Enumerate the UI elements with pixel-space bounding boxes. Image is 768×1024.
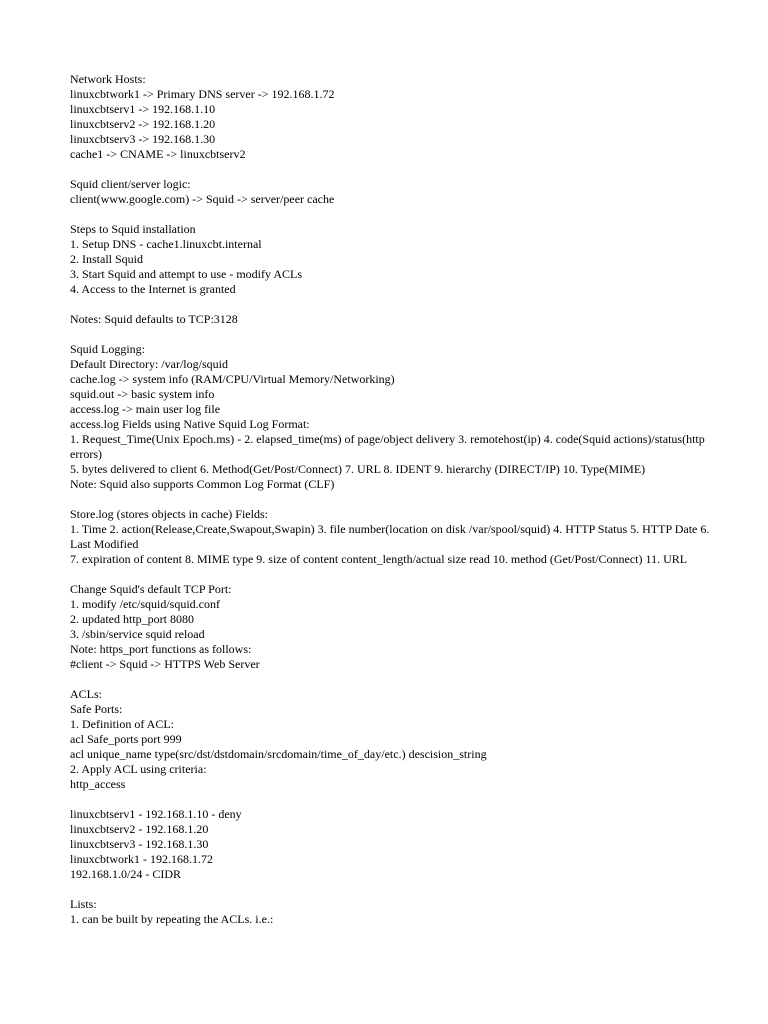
text-line: linuxcbtserv3 - 192.168.1.30 [70, 837, 209, 851]
text-line: linuxcbtserv2 -> 192.168.1.20 [70, 117, 216, 131]
text-line: 4. Access to the Internet is granted [70, 282, 236, 296]
text-line: 5. bytes delivered to client 6. Method(Get/Post/Connect) 7. URL 8. IDENT 9. hierarchy (DIRECT/IP) 10. Type(MIME) [70, 462, 646, 476]
text-line: 2. updated http_port 8080 [70, 612, 194, 626]
document-page [70, 72, 710, 942]
section-lists [70, 897, 710, 927]
section-heading: ACLs: [70, 687, 103, 701]
text-line: access.log Fields using Native Squid Log Format: [70, 417, 310, 431]
text-line: 1. modify /etc/squid/squid.conf [70, 597, 220, 611]
text-line: Note: Squid also supports Common Log Format (CLF) [70, 477, 335, 491]
text-line: acl Safe_ports port 999 [70, 732, 182, 746]
text-line: #client -> Squid -> HTTPS Web Server [70, 657, 260, 671]
text-line: cache1 -> CNAME -> linuxcbtserv2 [70, 147, 246, 161]
text-line: client(www.google.com) -> Squid -> server/peer cache [70, 192, 335, 206]
text-line: 1. Time 2. action(Release,Create,Swapout,Swapin) 3. file number(location on disk /var/spool/squid) 4. HTTP Status 5. HTTP Date 6. Last Modified [70, 522, 710, 551]
text-line: linuxcbtserv1 - 192.168.1.10 - deny [70, 807, 242, 821]
text-line: cache.log -> system info (RAM/CPU/Virtual Memory/Networking) [70, 372, 395, 386]
section-heading: Lists: [70, 897, 97, 911]
text-line: linuxcbtwork1 -> Primary DNS server -> 192.168.1.72 [70, 87, 335, 101]
section-store-log [70, 507, 710, 567]
text-line: 1. can be built by repeating the ACLs. i.e.: [70, 912, 274, 926]
text-line: 2. Install Squid [70, 252, 144, 266]
text-line: acl unique_name type(src/dst/dstdomain/srcdomain/time_of_day/etc.) descision_string [70, 747, 487, 761]
section-squid-logic [70, 177, 710, 207]
text-line: linuxcbtserv2 - 192.168.1.20 [70, 822, 209, 836]
text-line: 3. /sbin/service squid reload [70, 627, 205, 641]
section-heading: Store.log (stores objects in cache) Fields: [70, 507, 268, 521]
text-line: 192.168.1.0/24 - CIDR [70, 867, 181, 881]
text-line: 7. expiration of content 8. MIME type 9. size of content content_length/actual size read 10. method (Get/Post/Connect) 11. URL [70, 552, 688, 566]
section-heading: Steps to Squid installation [70, 222, 196, 236]
text-line: linuxcbtserv3 -> 192.168.1.30 [70, 132, 216, 146]
text-line: 1. Request_Time(Unix Epoch.ms) - 2. elapsed_time(ms) of page/object delivery 3. remotehost(ip) 4. code(Squid actions)/status(http errors) [70, 432, 705, 461]
section-hosts-acl [70, 807, 710, 882]
section-change-port [70, 582, 710, 672]
section-install-steps [70, 222, 710, 297]
text-line: 2. Apply ACL using criteria: [70, 762, 207, 776]
text-line: http_access [70, 777, 126, 791]
text-line: Safe Ports: [70, 702, 123, 716]
text-line: access.log -> main user log file [70, 402, 221, 416]
text-line: linuxcbtserv1 -> 192.168.1.10 [70, 102, 216, 116]
section-squid-logging [70, 342, 710, 492]
text-line: 1. Setup DNS - cache1.linuxcbt.internal [70, 237, 262, 251]
text-line: Note: https_port functions as follows: [70, 642, 252, 656]
text-line: 1. Definition of ACL: [70, 717, 174, 731]
section-heading: Change Squid's default TCP Port: [70, 582, 232, 596]
text-line: linuxcbtwork1 - 192.168.1.72 [70, 852, 213, 866]
text-line: Notes: Squid defaults to TCP:3128 [70, 312, 238, 326]
text-line: 3. Start Squid and attempt to use - modify ACLs [70, 267, 302, 281]
section-heading: Squid client/server logic: [70, 177, 191, 191]
section-notes [70, 312, 710, 327]
section-acls [70, 687, 710, 792]
text-line: Default Directory: /var/log/squid [70, 357, 228, 371]
section-heading: Network Hosts: [70, 72, 146, 86]
text-line: squid.out -> basic system info [70, 387, 215, 401]
section-heading: Squid Logging: [70, 342, 146, 356]
section-network-hosts [70, 72, 710, 162]
